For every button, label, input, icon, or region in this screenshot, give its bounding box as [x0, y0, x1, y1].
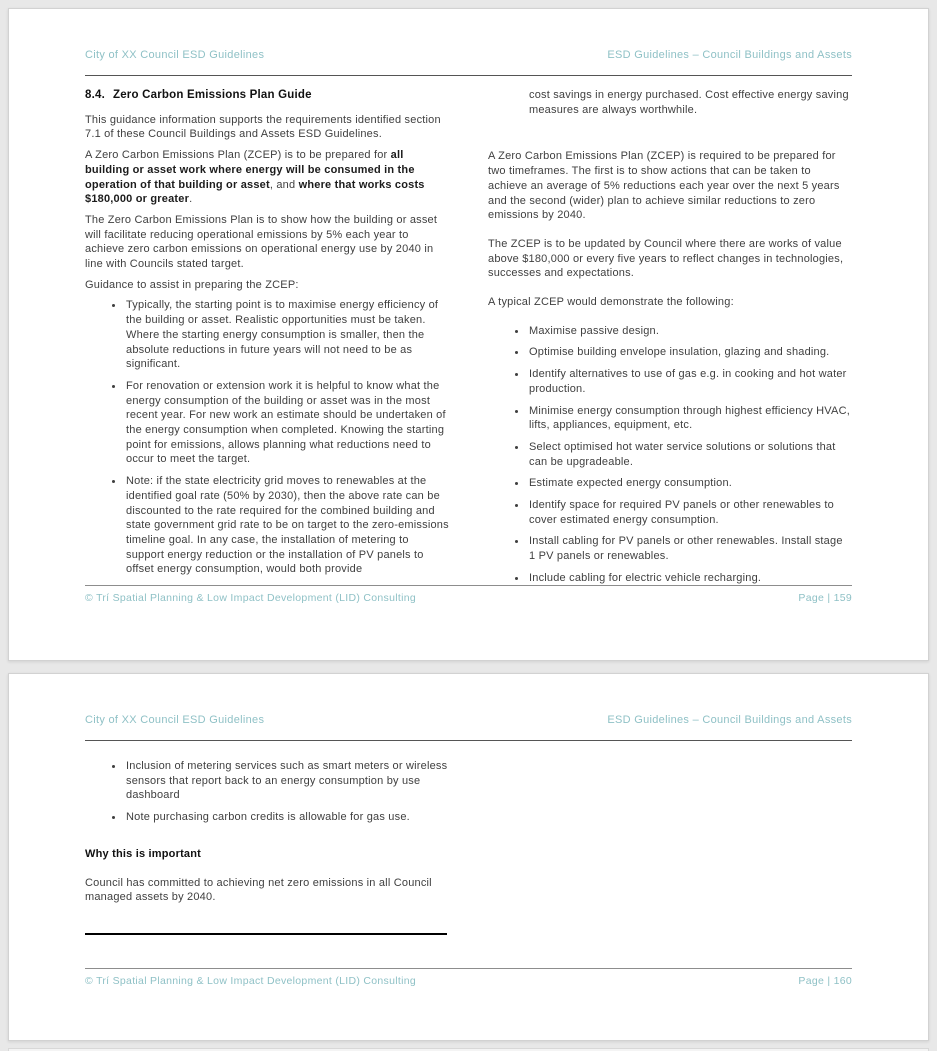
bullet-item: • Include cabling for electric vehicle recharging. — [527, 571, 852, 586]
paragraph: The ZCEP is to be updated by Council where there are works of value above $180,000 or every five years to reflect changes in technologies, successes and expectations. — [488, 237, 844, 280]
header-rule — [85, 75, 852, 76]
page-number: Page | 159 — [798, 592, 852, 604]
running-header — [85, 9, 852, 61]
bullet-item: • Identify alternatives to use of gas e.g. in cooking and hot water production. — [527, 367, 852, 396]
right-column — [488, 88, 852, 594]
paragraph: A typical ZCEP would demonstrate the following: — [488, 296, 734, 309]
bullet-item: • Optimise building envelope insulation, glazing and shading. — [527, 345, 852, 360]
bullet-item: • Maximise passive design. — [527, 324, 852, 339]
footer-company-text: © Trí Spatial Planning & Low Impact Development (LID) Consulting — [85, 592, 416, 604]
bullet-item: • Minimise energy consumption through highest efficiency HVAC, lifts, appliances, equipment, etc. — [527, 404, 852, 433]
paragraph-continuation: cost savings in energy purchased. Cost effective energy saving measures are always worthwhile. — [529, 89, 849, 116]
bullet-item: • For renovation or extension work it is helpful to know what the energy consumption of the building or asset was in the most recent year. For new work an estimate should be undertaken of the energy consumption when completed. Knowing the starting point for emissions, allows planning what reductions need to occur to meet the target. — [124, 379, 449, 467]
bullet-item: • Estimate expected energy consumption. — [527, 476, 852, 491]
page-footer — [85, 585, 852, 604]
paragraph: A Zero Carbon Emissions Plan (ZCEP) is required to be prepared for two timeframes. The first is to show actions that can be taken to achieve an average of 5% reductions each year over the next 5 years and the second (wider) plan to achieve similar reductions to zero emissions by 2040. — [488, 150, 840, 222]
section-number: 8.4. — [85, 89, 105, 101]
bullet-list — [85, 759, 449, 825]
bullet-item: • Select optimised hot water service solutions or solutions that can be upgradeable. — [527, 440, 852, 469]
bullet-list — [488, 324, 852, 586]
paragraph: The Zero Carbon Emissions Plan is to show how the building or asset will facilitate reducing operational emissions by 5% each year to achieve zero carbon emissions on operational energy use by 2040 in line with Councils stated target. — [85, 213, 438, 271]
document-page-159 — [8, 8, 929, 661]
header-left-text: City of XX Council ESD Guidelines — [85, 714, 265, 726]
subheading-why-important: Why this is important — [85, 847, 202, 860]
divider-line — [85, 933, 447, 935]
bullet-item: • Note: if the state electricity grid moves to renewables at the identified goal rate (50% by 2030), then the above rate can be discounted to the rate required for the combined building and state government grid rate to be on target to the zero-emissions timeline goal. In any case, the installation of metering to support energy reduction or the installation of PV panels to offset energy consumption, would both provide — [124, 474, 449, 577]
header-left-text: City of XX Council ESD Guidelines — [85, 49, 265, 61]
page-footer — [85, 968, 852, 987]
header-right-text: ESD Guidelines – Council Buildings and Assets — [607, 714, 852, 726]
header-rule — [85, 740, 852, 741]
bullet-item: • Note purchasing carbon credits is allowable for gas use. — [124, 810, 449, 825]
left-column — [85, 753, 449, 935]
paragraph: A Zero Carbon Emissions Plan (ZCEP) is to be prepared for all building or asset work where energy will be consumed in the operation of that building or asset, and where that works costs $180,000 or greater. — [85, 149, 425, 206]
running-header — [85, 674, 852, 726]
paragraph: This guidance information supports the requirements identified section 7.1 of these Council Buildings and Assets ESD Guidelines. — [85, 113, 441, 141]
left-column — [85, 88, 449, 594]
paragraph: Guidance to assist in preparing the ZCEP: — [85, 278, 299, 291]
footer-company-text: © Trí Spatial Planning & Low Impact Development (LID) Consulting — [85, 975, 416, 987]
document-page-160 — [8, 673, 929, 1041]
right-column — [488, 753, 852, 935]
paragraph: Council has committed to achieving net zero emissions in all Council managed assets by 2040. — [85, 876, 432, 904]
section-heading — [85, 88, 449, 103]
bullet-item: • Inclusion of metering services such as smart meters or wireless sensors that report back to an energy consumption by use dashboard — [124, 759, 449, 803]
bullet-item: • Typically, the starting point is to maximise energy efficiency of the building or asset. Realistic opportunities must be taken. Where the starting energy consumption is smaller, then the absolute reductions in future years will not need to be as significant. — [124, 298, 449, 372]
bullet-item: • Install cabling for PV panels or other renewables. Install stage 1 PV panels or renewables. — [527, 534, 852, 563]
bullet-list — [85, 298, 449, 577]
header-right-text: ESD Guidelines – Council Buildings and Assets — [607, 49, 852, 61]
bullet-item: • Identify space for required PV panels or other renewables to cover estimated energy consumption. — [527, 498, 852, 527]
page-number: Page | 160 — [798, 975, 852, 987]
section-title: Zero Carbon Emissions Plan Guide — [112, 89, 312, 101]
